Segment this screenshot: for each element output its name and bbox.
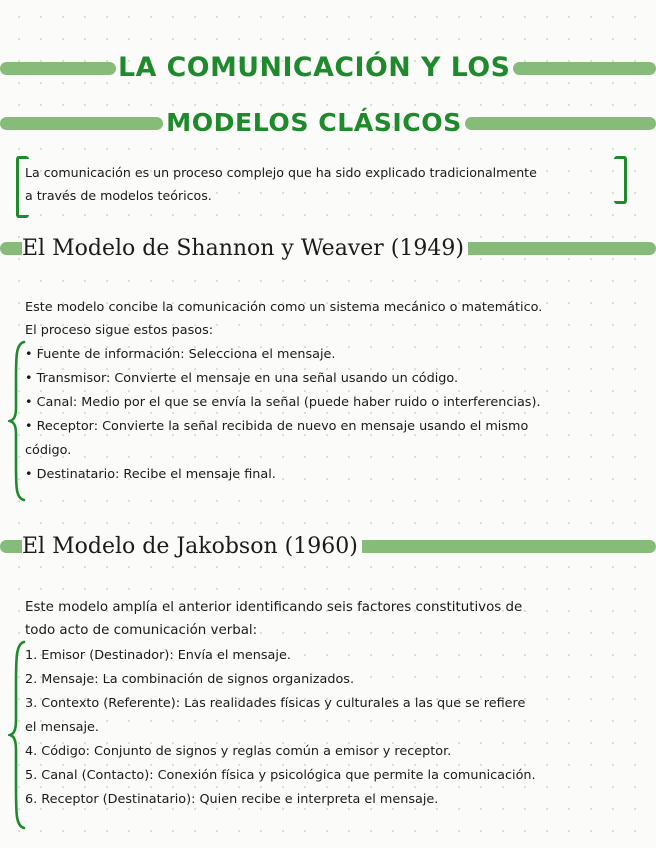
title-band-right-1 (513, 62, 656, 75)
title-band-left-2 (0, 117, 163, 130)
section1-line: • Receptor: Convierte la señal recibida de nuevo en mensaje usando el mismo (25, 419, 529, 434)
section1-intro-line-1: Este modelo concibe la comunicación como un sistema mecánico o matemático. (25, 300, 543, 315)
section2-line: 2. Mensaje: La combinación de signos organizados. (25, 672, 355, 687)
title-band-right-2 (465, 117, 656, 130)
page-title-line-2: MODELOS CLÁSICOS (166, 108, 462, 137)
section1-heading: El Modelo de Shannon y Weaver (1949) (22, 234, 468, 264)
section1-line: • Canal: Medio por el que se envía la señal (puede haber ruido o interferencias). (25, 395, 541, 410)
section2-line: 5. Canal (Contacto): Conexión física y psicológica que permite la comunicación. (25, 768, 536, 783)
section1-line: • Fuente de información: Selecciona el mensaje. (25, 347, 336, 362)
section2-line: 3. Contexto (Referente): Las realidades físicas y culturales a las que se refiere (25, 696, 526, 711)
section2-line: el mensaje. (25, 720, 99, 735)
intro-text-line-1: La comunicación es un proceso complejo que ha sido explicado tradicionalmente (25, 165, 537, 180)
section2-intro-line-2: todo acto de comunicación verbal: (25, 623, 258, 638)
intro-bracket-right (614, 156, 627, 204)
section2-line: 4. Código: Conjunto de signos y reglas común a emisor y receptor. (25, 744, 452, 759)
intro-text-line-2: a través de modelos teóricos. (25, 188, 212, 203)
section1-line: código. (25, 443, 72, 458)
section2-heading: El Modelo de Jakobson (1960) (22, 532, 362, 562)
section2-line: 1. Emisor (Destinador): Envía el mensaje. (25, 648, 291, 663)
section1-line: • Destinatario: Recibe el mensaje final. (25, 467, 276, 482)
section1-intro-line-2: El proceso sigue estos pasos: (25, 323, 214, 338)
section2-line: 6. Receptor (Destinatario): Quien recibe e interpreta el mensaje. (25, 792, 439, 807)
page-title-line-1: LA COMUNICACIÓN Y LOS (118, 52, 511, 83)
title-band-left-1 (0, 62, 116, 75)
section1-line: • Transmisor: Convierte el mensaje en una señal usando un código. (25, 371, 459, 386)
section2-intro-line-1: Este modelo amplía el anterior identificando seis factores constitutivos de (25, 600, 523, 615)
